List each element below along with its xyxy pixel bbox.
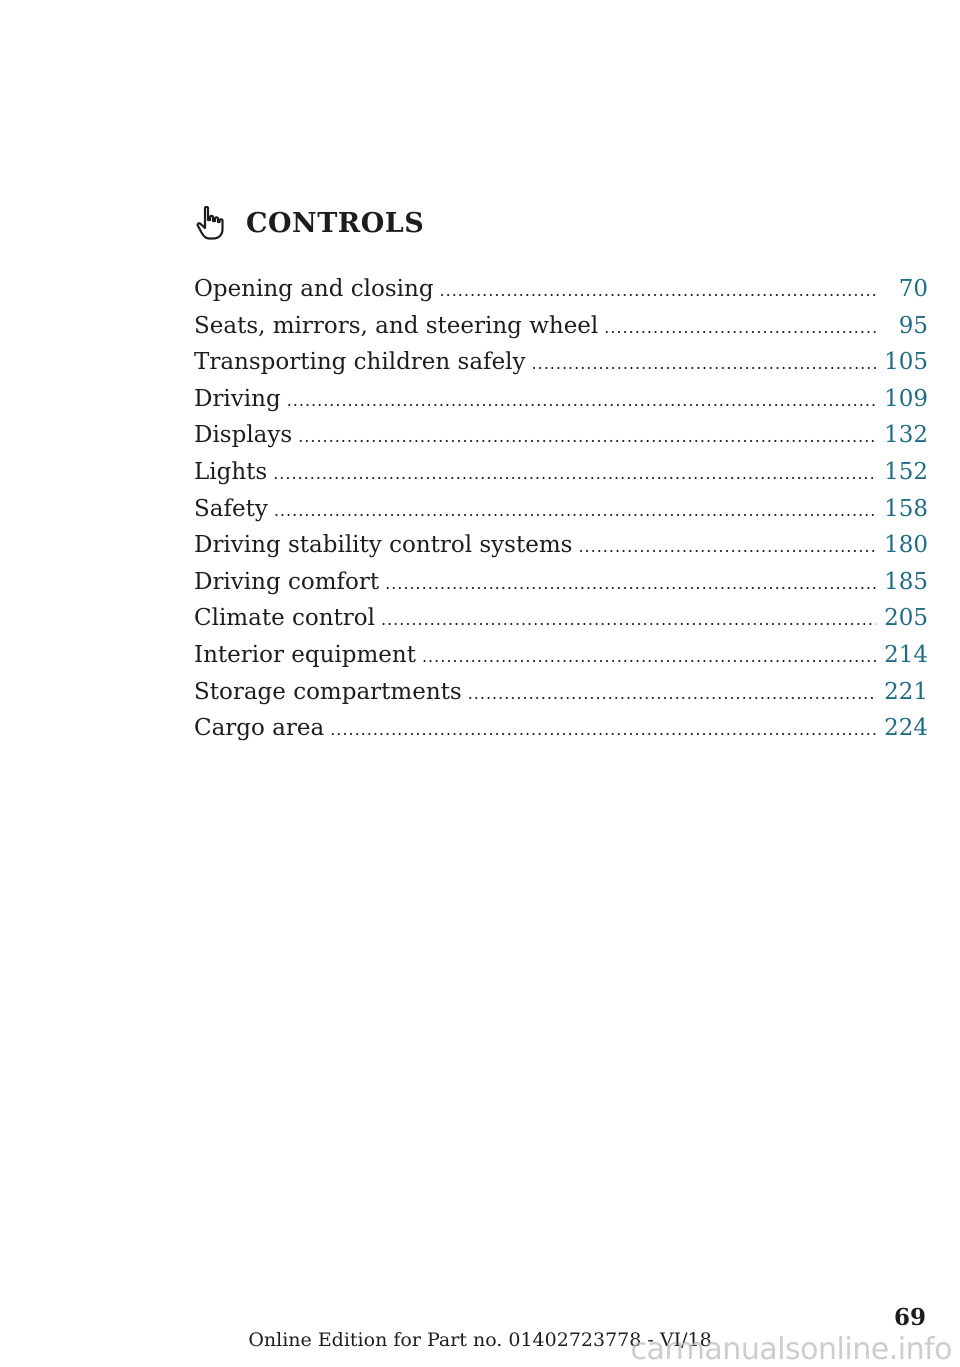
toc-page-link[interactable]: 221 xyxy=(884,678,928,705)
toc-entry-label: Driving comfort xyxy=(194,568,380,595)
toc-entry-label: Safety xyxy=(194,495,268,522)
dot-leader xyxy=(578,537,876,556)
table-of-contents xyxy=(194,276,928,752)
toc-entry[interactable] xyxy=(194,386,928,423)
toc-entry[interactable] xyxy=(194,496,928,533)
toc-entry[interactable] xyxy=(194,532,928,569)
toc-page-link[interactable]: 95 xyxy=(898,312,928,339)
dot-leader xyxy=(381,610,876,629)
toc-page-link[interactable]: 224 xyxy=(884,715,928,742)
toc-entry-label: Cargo area xyxy=(194,715,325,742)
toc-entry-label: Interior equipment xyxy=(194,641,416,668)
toc-entry[interactable] xyxy=(194,642,928,679)
footer-edition-note: Online Edition for Part no. 01402723778 - VI/18 xyxy=(248,1329,712,1351)
toc-entry[interactable] xyxy=(194,605,928,642)
watermark: carmanualsonline.info xyxy=(630,1332,952,1367)
dot-leader xyxy=(385,574,876,593)
toc-page-link[interactable]: 132 xyxy=(884,422,928,449)
toc-page-link[interactable]: 70 xyxy=(898,276,928,302)
toc-entry[interactable] xyxy=(194,679,928,716)
toc-entry[interactable] xyxy=(194,349,928,386)
toc-page-link[interactable]: 185 xyxy=(884,568,928,595)
toc-entry[interactable] xyxy=(194,422,928,459)
section-header xyxy=(196,206,424,240)
toc-entry[interactable] xyxy=(194,569,928,606)
toc-page-link[interactable]: 109 xyxy=(884,385,928,412)
toc-entry[interactable] xyxy=(194,715,928,752)
pointing-hand-icon xyxy=(196,206,224,240)
toc-entry-label: Storage compartments xyxy=(194,678,462,705)
toc-page-link[interactable]: 105 xyxy=(884,349,928,376)
dot-leader xyxy=(273,464,876,483)
toc-page-link[interactable]: 214 xyxy=(884,641,928,668)
toc-entry[interactable] xyxy=(194,276,928,313)
dot-leader xyxy=(532,354,877,373)
dot-leader xyxy=(274,501,876,520)
dot-leader xyxy=(468,684,876,703)
dot-leader xyxy=(440,281,878,300)
toc-entry-label: Displays xyxy=(194,422,293,449)
toc-page-link[interactable]: 158 xyxy=(884,495,928,522)
toc-entry-label: Opening and closing xyxy=(194,276,434,302)
toc-page-link[interactable]: 205 xyxy=(884,605,928,632)
toc-entry[interactable] xyxy=(194,459,928,496)
toc-entry-label: Transporting children safely xyxy=(194,349,526,376)
toc-entry-label: Driving stability control systems xyxy=(194,532,573,559)
toc-entry-label: Lights xyxy=(194,458,268,485)
dot-leader xyxy=(298,427,876,446)
dot-leader xyxy=(604,318,878,337)
dot-leader xyxy=(330,720,876,739)
page-number: 69 xyxy=(893,1304,926,1331)
section-title: CONTROLS xyxy=(246,207,425,239)
dot-leader xyxy=(422,647,876,666)
toc-entry-label: Driving xyxy=(194,385,281,412)
toc-entry-label: Seats, mirrors, and steering wheel xyxy=(194,312,599,339)
dot-leader xyxy=(287,391,876,410)
toc-page-link[interactable]: 180 xyxy=(884,532,928,559)
toc-entry-label: Climate control xyxy=(194,605,375,632)
toc-entry[interactable] xyxy=(194,313,928,350)
toc-page-link[interactable]: 152 xyxy=(884,458,928,485)
